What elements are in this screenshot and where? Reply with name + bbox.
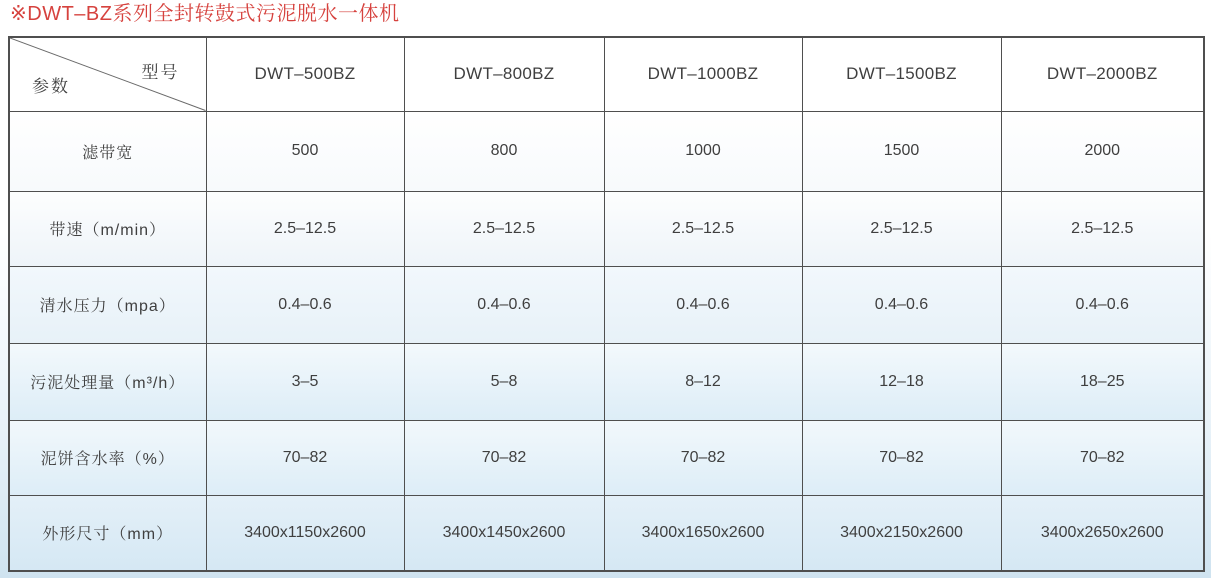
row-label-5: 泥饼含水率（%） xyxy=(9,420,206,495)
cell-r2-c2: 2.5–12.5 xyxy=(404,191,604,266)
cell-r2-c4: 2.5–12.5 xyxy=(802,191,1001,266)
spec-row-6 xyxy=(9,495,1204,571)
header-row xyxy=(9,37,1204,111)
spec-row-3 xyxy=(9,266,1204,343)
cell-r3-c1: 0.4–0.6 xyxy=(206,266,404,343)
page-title: ※DWT–BZ系列全封转鼓式污泥脱水一体机 xyxy=(10,3,400,25)
corner-label-param: 参数 xyxy=(32,76,70,96)
spec-row-2 xyxy=(9,191,1204,266)
column-header-model-1: DWT–500BZ xyxy=(206,37,404,111)
cell-r6-c2: 3400x1450x2600 xyxy=(404,495,604,571)
spec-row-5 xyxy=(9,420,1204,495)
cell-r6-c1: 3400x1150x2600 xyxy=(206,495,404,571)
cell-r1-c2: 800 xyxy=(404,111,604,191)
column-header-model-4: DWT–1500BZ xyxy=(802,37,1001,111)
cell-r3-c3: 0.4–0.6 xyxy=(604,266,802,343)
corner-cell xyxy=(9,37,206,111)
cell-r1-c3: 1000 xyxy=(604,111,802,191)
cell-r1-c4: 1500 xyxy=(802,111,1001,191)
row-label-6: 外形尺寸（mm） xyxy=(9,495,206,571)
cell-r3-c5: 0.4–0.6 xyxy=(1001,266,1204,343)
cell-r4-c4: 12–18 xyxy=(802,343,1001,420)
cell-r4-c5: 18–25 xyxy=(1001,343,1204,420)
cell-r4-c3: 8–12 xyxy=(604,343,802,420)
row-label-4: 污泥处理量（m³/h） xyxy=(9,343,206,420)
cell-r6-c5: 3400x2650x2600 xyxy=(1001,495,1204,571)
cell-r2-c3: 2.5–12.5 xyxy=(604,191,802,266)
cell-r5-c5: 70–82 xyxy=(1001,420,1204,495)
cell-r6-c3: 3400x1650x2600 xyxy=(604,495,802,571)
cell-r4-c1: 3–5 xyxy=(206,343,404,420)
cell-r3-c2: 0.4–0.6 xyxy=(404,266,604,343)
cell-r2-c1: 2.5–12.5 xyxy=(206,191,404,266)
spec-table-body xyxy=(9,111,1204,571)
cell-r4-c2: 5–8 xyxy=(404,343,604,420)
cell-r5-c3: 70–82 xyxy=(604,420,802,495)
column-header-model-3: DWT–1000BZ xyxy=(604,37,802,111)
column-header-model-2: DWT–800BZ xyxy=(404,37,604,111)
row-label-2: 带速（m/min） xyxy=(9,191,206,266)
cell-r1-c5: 2000 xyxy=(1001,111,1204,191)
spec-row-4 xyxy=(9,343,1204,420)
cell-r5-c2: 70–82 xyxy=(404,420,604,495)
cell-r6-c4: 3400x2150x2600 xyxy=(802,495,1001,571)
spec-table xyxy=(8,36,1205,572)
row-label-3: 清水压力（mpa） xyxy=(9,266,206,343)
cell-r5-c4: 70–82 xyxy=(802,420,1001,495)
cell-r1-c1: 500 xyxy=(206,111,404,191)
spec-row-1 xyxy=(9,111,1204,191)
column-header-model-5: DWT–2000BZ xyxy=(1001,37,1204,111)
corner-label-model: 型号 xyxy=(141,63,180,82)
row-label-1: 滤带宽 xyxy=(9,111,206,191)
cell-r3-c4: 0.4–0.6 xyxy=(802,266,1001,343)
cell-r5-c1: 70–82 xyxy=(206,420,404,495)
cell-r2-c5: 2.5–12.5 xyxy=(1001,191,1204,266)
